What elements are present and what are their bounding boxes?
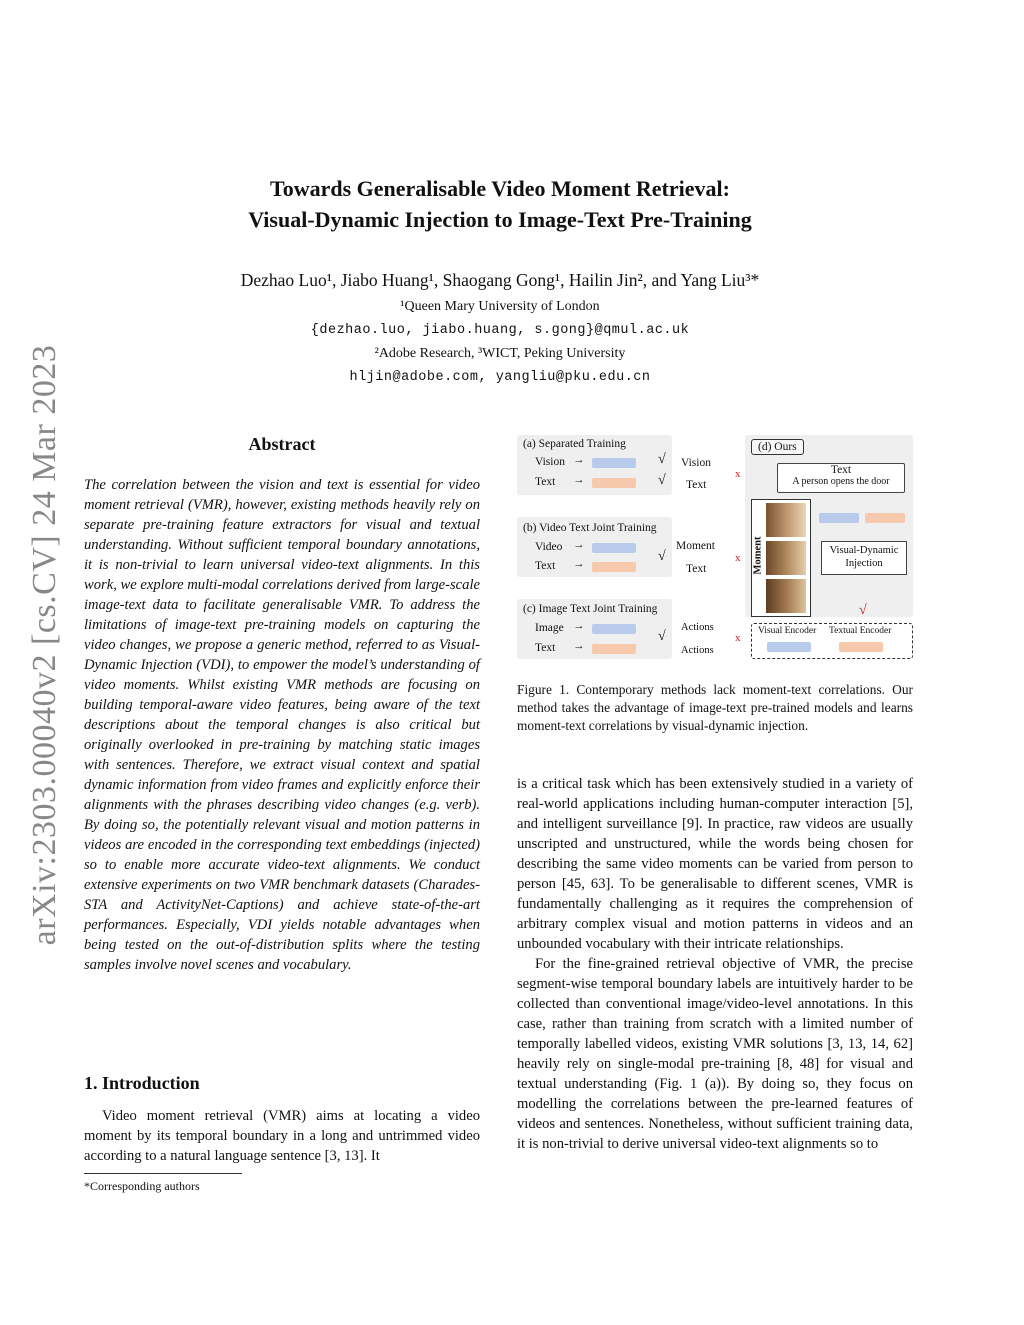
arrow-icon: →: [573, 640, 585, 652]
right-column: [517, 774, 913, 1154]
image-feature-bar: [592, 624, 636, 634]
image-label: Image: [535, 622, 564, 634]
figure-caption: Figure 1. Contemporary methods lack moment-text correlations. Our method takes the advantage of image-text pre-trained models and learns moment-text correlations by visual-dynamic injection.: [517, 682, 913, 733]
arxiv-id: arXiv:2303.00040v2 [cs.CV] 24 Mar 2023: [26, 344, 63, 946]
figure-1: [515, 433, 915, 661]
footnote-rule: [84, 1173, 242, 1174]
vision-label: Vision: [681, 457, 711, 469]
video-feature-bar: [592, 543, 636, 553]
check-icon: √: [658, 452, 666, 467]
check-icon: √: [658, 629, 666, 644]
arrow-icon: →: [573, 474, 585, 486]
text-label: Text: [535, 560, 556, 572]
body-paragraph: is a critical task which has been extensively studied in a variety of real-world applications including human-computer interaction [5], and intelligent surveillance [9]. In practice, raw videos are usually unscripted and unstructured, while the words being chosen for describing the same video moments can be varied from person to person [45, 63]. To be generalisable to different scenes, VMR is fundamentally challenging as it requires the comprehension of arbitrary complex visual and motion patterns in videos and an unbounded vocabulary with their intricate relationships.: [517, 776, 913, 952]
textual-encoder-label: Textual Encoder: [829, 626, 892, 636]
cross-icon: x: [735, 552, 741, 564]
email-1: {dezhao.luo, jiabo.huang, s.gong}@qmul.ac.uk: [310, 323, 690, 338]
arrow-icon: →: [573, 539, 585, 551]
video-frame: [766, 541, 806, 575]
affiliation-1: ¹Queen Mary University of London: [400, 299, 600, 314]
moment-axis-label: Moment: [752, 536, 764, 575]
vision-feature-bar: [592, 458, 636, 468]
cross-icon: x: [735, 468, 741, 480]
arrow-icon: →: [573, 454, 585, 466]
affiliation-2: ²Adobe Research, ³WICT, Peking University: [374, 346, 626, 361]
section-heading: 1. Introduction: [84, 1073, 200, 1093]
author-list: Dezhao Luo¹, Jiabo Huang¹, Shaogang Gong¹, Hailin Jin², and Yang Liu³*: [240, 270, 760, 290]
text-query-box: [777, 463, 905, 493]
abstract-heading: Abstract: [248, 434, 316, 454]
check-icon: √: [859, 603, 867, 618]
check-icon: √: [658, 549, 666, 564]
check-icon: √: [658, 473, 666, 488]
vdi-module: Visual-Dynamic Injection: [821, 541, 907, 575]
video-frame: [766, 579, 806, 613]
arrow-icon: →: [573, 558, 585, 570]
actions-label: Actions: [681, 645, 714, 656]
video-label: Video: [535, 541, 563, 553]
text-label: Text: [686, 563, 707, 575]
text-label: Text: [535, 476, 556, 488]
actions-label: Actions: [681, 622, 714, 633]
title-line-1: Towards Generalisable Video Moment Retrieval:: [270, 176, 730, 201]
moment-label: Moment: [676, 540, 715, 552]
email-2: hljin@adobe.com, yangliu@pku.edu.cn: [349, 370, 651, 385]
panel-c-title: (c) Image Text Joint Training: [523, 603, 658, 615]
abstract-text: The correlation between the vision and text is essential for video moment retrieval (VMR), however, existing methods heavily rely on separate pre-training feature extractors for visual and textual understanding. Without sufficient temporal boundary annotations, it is non-trivial to learn universal video-text alignments. In this work, we explore multi-modal correlations derived from large-scale image-text data to facilitate generalisable VMR. To address the limitations of image-text pre-training models on capturing the video changes, we propose a generic method, referred to as Visual-Dynamic Injection (VDI), to empower the model’s understanding of video moments. Whilst existing VMR methods are focusing on building temporal-aware video features, being aware of the text descriptions about the temporal changes is also critical but originally overlooked in pre-training by matching static images with sentences. Therefore, we extract visual context and spatial dynamic information from video frames and explicitly enforce their alignments with the phrases describing video changes (e.g. verb). By doing so, the potentially relevant visual and motion patterns in videos are encoded in the corresponding text embeddings (injected) so to enable more accurate video-text alignments. We conduct extensive experiments on two VMR benchmark datasets (Charades-STA and ActivityNet-Captions) and achieve state-of-the-art performances. Especially, VDI yields notable advantages when being tested on the out-of-distribution splits where the testing samples involve novel scenes and vocabulary.: [84, 477, 480, 973]
paper-title: [150, 173, 850, 235]
text-query-title: Text: [830, 464, 852, 476]
video-frame: [766, 503, 806, 537]
text-query-sentence: A person opens the door: [792, 476, 890, 487]
body-paragraph: For the fine-grained retrieval objective of VMR, the precise segment-wise temporal boundary labels are intuitively harder to be collected than conventional image/video-level annotations. In this case, rather than training from scratch with a limited number of temporally labelled videos, existing VMR solutions [3, 13, 14, 62] heavily rely on single-modal pre-training [8, 48] for visual and textual understanding (Fig. 1 (a)). By doing so, they focus on modelling the correlations between the pre-learned features of videos and sentences. Nonetheless, without sufficient training data, it is non-trivial to derive universal video-text alignments so to: [517, 956, 913, 1152]
textual-feature-bar: [865, 513, 905, 523]
text-feature-bar: [592, 644, 636, 654]
panel-b-title: (b) Video Text Joint Training: [523, 522, 657, 534]
intro-paragraph: Video moment retrieval (VMR) aims at locating a video moment by its temporal boundary in a long and untrimmed video according to a natural language sentence [3, 13]. It: [84, 1108, 480, 1164]
footnote: *Corresponding authors: [84, 1179, 200, 1193]
panel-d-title: (d) Ours: [751, 439, 804, 455]
moment-frames: [751, 499, 811, 617]
panel-a-title: (a) Separated Training: [523, 438, 626, 450]
text-feature-bar: [592, 562, 636, 572]
text-label: Text: [686, 479, 707, 491]
text-feature-bar: [592, 478, 636, 488]
arxiv-sidebar: [20, 345, 70, 945]
visual-encoder-bar: [767, 642, 811, 652]
text-label: Text: [535, 642, 556, 654]
visual-feature-bar: [819, 513, 859, 523]
arrow-icon: →: [573, 620, 585, 632]
cross-icon: x: [735, 632, 741, 644]
visual-encoder-label: Visual Encoder: [758, 626, 817, 636]
vision-label: Vision: [535, 456, 565, 468]
title-line-2: Visual-Dynamic Injection to Image-Text Pre-Training: [248, 207, 752, 232]
textual-encoder-bar: [839, 642, 883, 652]
